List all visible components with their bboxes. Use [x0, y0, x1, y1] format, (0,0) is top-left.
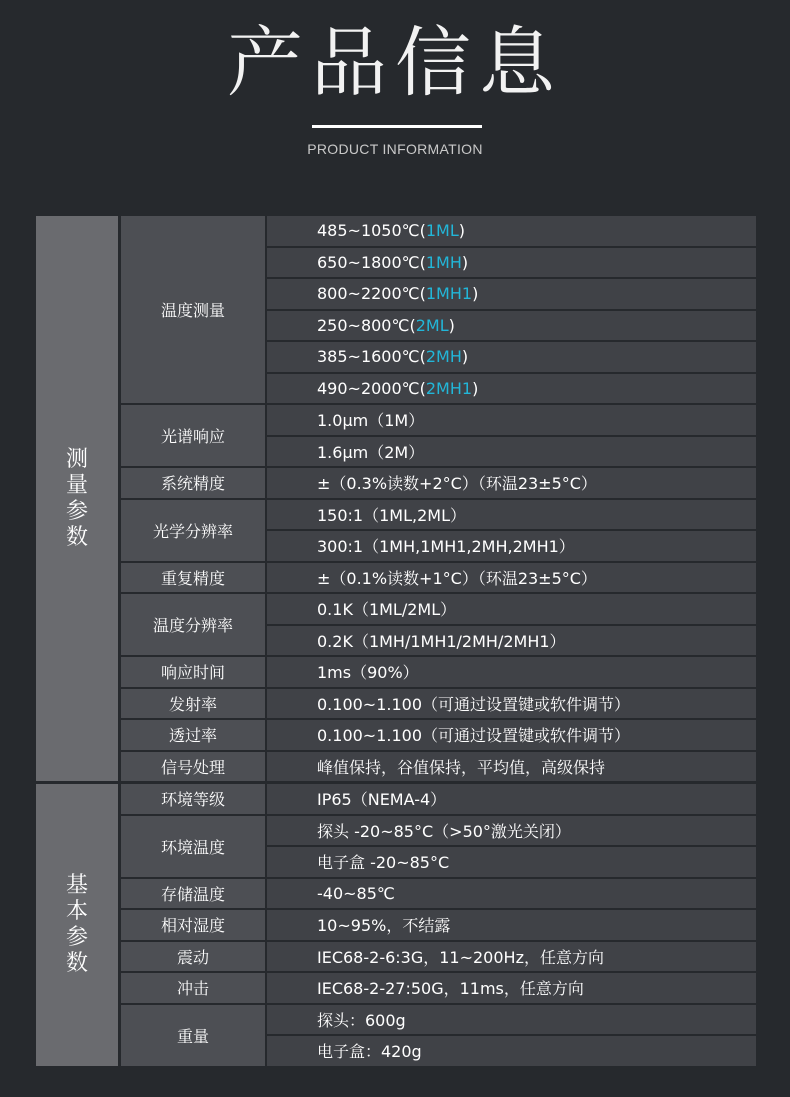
value-suffix: ): [461, 252, 469, 272]
value-suffix: ): [472, 284, 479, 304]
param-label: 发射率: [121, 689, 265, 719]
value-text: 0.100~1.100（可通过设置键或软件调节）: [317, 726, 631, 746]
param-label: 相对湿度: [121, 910, 265, 940]
value-text: 385~1600℃(: [317, 347, 426, 367]
param-value: [267, 563, 756, 593]
value-text: 10~95%，不结露: [317, 916, 451, 936]
value-text: 250~800℃(: [317, 315, 416, 335]
value-suffix: ): [458, 221, 466, 241]
value-suffix: ): [472, 378, 479, 398]
param-label: 震动: [121, 942, 265, 972]
value-text: -40~85℃: [317, 883, 395, 903]
value-text: 300:1（1MH,1MH1,2MH,2MH1）: [317, 537, 575, 557]
value-text: ±（0.1%读数+1°C）（环温23±5°C）: [317, 568, 597, 588]
group-label: [36, 216, 118, 781]
param-label: 光学分辨率: [121, 500, 265, 561]
param-value: [267, 720, 756, 750]
param-value: [267, 657, 756, 687]
value-text: 1ms（90%）: [317, 663, 419, 683]
param-label: 冲击: [121, 973, 265, 1003]
value-text: IP65（NEMA-4）: [317, 790, 447, 810]
param-label: 环境温度: [121, 816, 265, 877]
title-underline: [312, 125, 482, 128]
param-value: [267, 531, 756, 561]
param-value: [267, 216, 756, 246]
param-label: 重复精度: [121, 563, 265, 593]
model-code: 1MH: [425, 252, 462, 272]
param-value: [267, 1005, 756, 1035]
spec-table: [36, 216, 756, 1062]
param-value: [267, 1036, 756, 1066]
value-text: 490~2000℃(: [317, 378, 426, 398]
group-label-text: 基本参数: [65, 872, 88, 976]
value-suffix: ): [448, 315, 455, 335]
value-text: 1.0μm（1M）: [317, 411, 425, 431]
value-text: 电子盒：420g: [317, 1042, 422, 1062]
param-label: 响应时间: [121, 657, 265, 687]
param-value: [267, 816, 756, 846]
param-value: [267, 437, 756, 467]
param-value: [267, 689, 756, 719]
param-value: [267, 973, 756, 1003]
param-value: [267, 342, 756, 372]
param-value: [267, 405, 756, 435]
value-text: 800~2200℃(: [317, 284, 426, 304]
param-label: 存储温度: [121, 879, 265, 909]
param-label: 系统精度: [121, 468, 265, 498]
value-text: 485~1050℃(: [317, 221, 426, 241]
param-value: [267, 500, 756, 530]
value-text: 650~1800℃(: [317, 252, 426, 272]
param-value: [267, 752, 756, 782]
value-text: 1.6μm（2M）: [317, 442, 425, 462]
group-label: [36, 784, 118, 1066]
model-code: 2MH: [425, 347, 462, 367]
param-label: 温度测量: [121, 216, 265, 403]
value-text: 0.1K（1ML/2ML）: [317, 600, 457, 620]
model-code: 1MH1: [425, 284, 473, 304]
param-value: [267, 279, 756, 309]
param-label: 环境等级: [121, 784, 265, 814]
param-label: 重量: [121, 1005, 265, 1066]
param-value: [267, 626, 756, 656]
param-value: [267, 847, 756, 877]
value-suffix: ): [461, 347, 469, 367]
model-code: 2MH1: [425, 378, 473, 398]
value-text: ±（0.3%读数+2°C）（环温23±5°C）: [317, 474, 597, 494]
model-code: 1ML: [425, 221, 459, 241]
param-label: 透过率: [121, 720, 265, 750]
page-title: 产品信息: [227, 18, 563, 107]
value-text: 峰值保持，谷值保持，平均值，高级保持: [317, 757, 606, 777]
param-label: 信号处理: [121, 752, 265, 782]
param-value: [267, 879, 756, 909]
param-value: [267, 468, 756, 498]
param-label: 温度分辨率: [121, 594, 265, 655]
param-value: [267, 248, 756, 278]
value-text: IEC68-2-27:50G，11ms，任意方向: [317, 979, 584, 999]
value-text: 150:1（1ML,2ML）: [317, 505, 466, 525]
param-value: [267, 374, 756, 404]
model-code: 2ML: [415, 315, 449, 335]
param-value: [267, 311, 756, 341]
group-label-text: 测量参数: [65, 446, 88, 550]
value-text: IEC68-2-6:3G，11~200Hz，任意方向: [317, 947, 604, 967]
value-text: 电子盒 -20~85°C: [317, 853, 450, 873]
param-value: [267, 942, 756, 972]
param-value: [267, 784, 756, 814]
param-label: 光谱响应: [121, 405, 265, 466]
page-header: [0, 0, 790, 170]
value-text: 探头：600g: [317, 1010, 406, 1030]
value-text: 0.2K（1MH/1MH1/2MH/2MH1）: [317, 631, 566, 651]
value-text: 0.100~1.100（可通过设置键或软件调节）: [317, 694, 631, 714]
param-value: [267, 594, 756, 624]
value-text: 探头 -20~85°C（>50°激光关闭）: [317, 821, 571, 841]
param-value: [267, 910, 756, 940]
page-subtitle: PRODUCT INFORMATION: [307, 141, 483, 157]
